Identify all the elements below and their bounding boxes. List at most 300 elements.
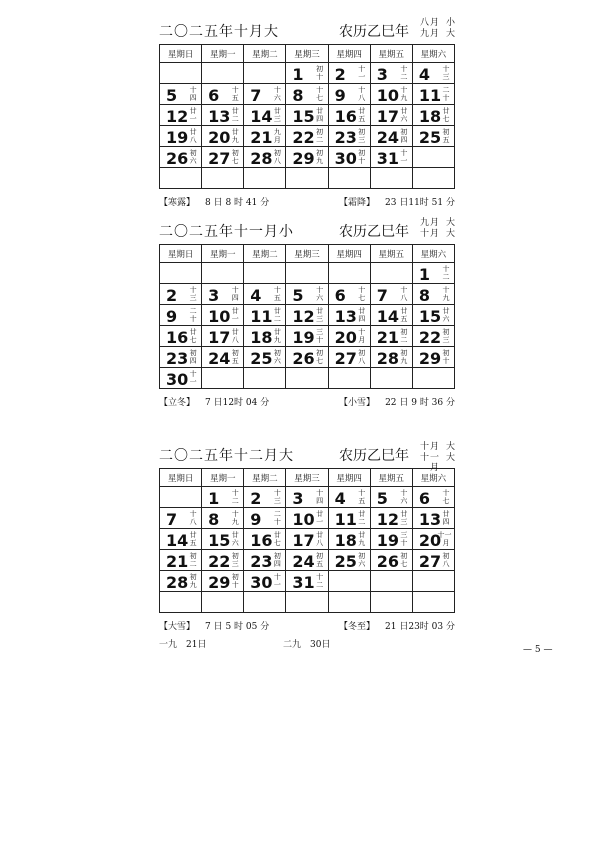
week-row xyxy=(160,592,455,613)
day-cell xyxy=(370,84,412,105)
empty-cell xyxy=(370,368,412,389)
empty-cell xyxy=(328,571,370,592)
day-number: 27 xyxy=(418,552,442,571)
weekday-label: 星期二 xyxy=(244,469,286,487)
weekday-label: 星期日 xyxy=(160,245,202,263)
empty-cell xyxy=(370,571,412,592)
day-cell xyxy=(328,63,370,84)
day-number: 30 xyxy=(334,149,357,168)
week-row xyxy=(160,263,455,284)
lunar-date: 二 十 xyxy=(189,307,197,323)
day-cell xyxy=(286,326,328,347)
lunar-date: 十 九 xyxy=(231,510,239,526)
lunar-date: 十 九 xyxy=(442,286,450,302)
day-cell xyxy=(370,487,412,508)
calendar-grid xyxy=(159,468,455,613)
day-cell xyxy=(370,284,412,305)
day-cell xyxy=(286,147,328,168)
lunar-date: 十 四 xyxy=(231,286,239,302)
lunar-month-row xyxy=(413,453,457,473)
lunar-date: 廿 四 xyxy=(358,307,366,323)
solar-terms xyxy=(159,619,455,637)
weekday-label: 星期日 xyxy=(160,45,202,63)
day-cell xyxy=(160,284,202,305)
lunar-date: 廿 三 xyxy=(316,307,324,323)
lunar-date: 十 月 xyxy=(358,328,366,344)
day-cell xyxy=(244,84,286,105)
day-cell xyxy=(370,305,412,326)
day-cell xyxy=(412,326,454,347)
day-cell xyxy=(370,550,412,571)
solar-term xyxy=(339,195,455,208)
day-number: 8 xyxy=(208,510,220,529)
day-number: 17 xyxy=(376,107,399,126)
empty-cell xyxy=(160,592,202,613)
solar-term xyxy=(159,195,269,208)
day-number: 7 xyxy=(166,510,178,529)
day-cell xyxy=(244,147,286,168)
day-number: 10 xyxy=(376,86,399,105)
lunar-date: 初 六 xyxy=(358,552,366,568)
solar-terms xyxy=(159,195,455,213)
day-number: 7 xyxy=(250,86,262,105)
lunar-date: 初 五 xyxy=(316,552,324,568)
lunar-date: 初 十 xyxy=(358,149,366,165)
day-cell xyxy=(286,84,328,105)
day-number: 28 xyxy=(376,349,399,368)
day-cell xyxy=(412,284,454,305)
page-number: — 5 — xyxy=(523,645,553,655)
day-number: 18 xyxy=(418,107,442,126)
day-number: 4 xyxy=(334,489,346,508)
day-number: 13 xyxy=(334,307,357,326)
empty-cell xyxy=(286,592,328,613)
day-cell xyxy=(328,105,370,126)
day-number: 18 xyxy=(334,531,357,550)
day-cell xyxy=(160,368,202,389)
day-number: 30 xyxy=(166,370,189,389)
lunar-date: 三 十 xyxy=(400,531,408,547)
day-number: 2 xyxy=(166,286,178,305)
empty-cell xyxy=(412,168,454,189)
lunar-date: 十 七 xyxy=(442,489,450,505)
lunar-date: 十一 月 xyxy=(437,531,452,547)
weekday-row xyxy=(160,45,455,63)
lunar-month-name: 八月 xyxy=(419,18,440,28)
empty-cell xyxy=(160,263,202,284)
day-number: 29 xyxy=(208,573,231,592)
day-number: 9 xyxy=(166,307,178,326)
day-cell xyxy=(244,284,286,305)
day-cell xyxy=(202,347,244,368)
day-number: 25 xyxy=(334,552,357,571)
week-row xyxy=(160,84,455,105)
week-row xyxy=(160,347,455,368)
empty-cell xyxy=(202,63,244,84)
lunar-month-row xyxy=(413,29,457,40)
lunar-date: 廿 二 xyxy=(273,307,281,323)
lunar-date: 十 二 xyxy=(442,265,450,281)
day-number: 14 xyxy=(376,307,399,326)
day-number: 23 xyxy=(250,552,273,571)
day-number: 10 xyxy=(292,510,315,529)
lunar-date: 廿 五 xyxy=(358,107,366,123)
day-cell xyxy=(370,126,412,147)
empty-cell xyxy=(244,368,286,389)
month-header xyxy=(159,442,455,473)
lunar-date: 廿 二 xyxy=(231,107,239,123)
winter-count-day: 21日 xyxy=(186,640,207,650)
lunar-date: 初 四 xyxy=(273,552,281,568)
day-number: 12 xyxy=(292,307,315,326)
day-cell xyxy=(328,305,370,326)
day-cell xyxy=(286,508,328,529)
day-number: 27 xyxy=(334,349,357,368)
lunar-date: 初 十 xyxy=(442,349,450,365)
day-number: 28 xyxy=(166,573,189,592)
lunar-date: 十 七 xyxy=(358,286,366,302)
lunar-date: 初 五 xyxy=(442,128,450,144)
lunar-date: 十 八 xyxy=(400,286,408,302)
solar-term-time: 7 日 5 时 05 分 xyxy=(205,622,270,632)
day-number: 24 xyxy=(208,349,231,368)
day-number: 1 xyxy=(292,65,304,84)
empty-cell xyxy=(370,168,412,189)
day-cell xyxy=(370,63,412,84)
week-row xyxy=(160,326,455,347)
day-number: 11 xyxy=(250,307,273,326)
day-number: 3 xyxy=(292,489,304,508)
day-number: 21 xyxy=(376,328,399,347)
day-cell xyxy=(286,305,328,326)
day-cell xyxy=(328,84,370,105)
day-cell xyxy=(202,126,244,147)
solar-terms xyxy=(159,395,455,413)
lunar-date: 十 六 xyxy=(316,286,324,302)
weekday-label: 星期六 xyxy=(412,45,454,63)
day-number: 3 xyxy=(376,65,388,84)
solar-term-time: 21 日23时 03 分 xyxy=(385,622,455,632)
lunar-date: 廿 四 xyxy=(442,510,450,526)
solar-term-time: 8 日 8 时 41 分 xyxy=(205,198,270,208)
weekday-label: 星期一 xyxy=(202,469,244,487)
empty-cell xyxy=(286,263,328,284)
day-cell xyxy=(202,284,244,305)
day-cell xyxy=(328,487,370,508)
day-number: 6 xyxy=(334,286,346,305)
day-number: 22 xyxy=(418,328,442,347)
calendar-body xyxy=(160,487,455,613)
day-cell xyxy=(244,529,286,550)
empty-cell xyxy=(244,592,286,613)
winter-count-label: 二九 xyxy=(283,640,302,650)
lunar-month-name: 十一月 xyxy=(419,453,440,473)
day-cell xyxy=(286,571,328,592)
day-number: 22 xyxy=(208,552,231,571)
month-title: 二〇二五年十月大 xyxy=(159,24,279,40)
weekday-label: 星期三 xyxy=(286,469,328,487)
lunar-date: 廿 九 xyxy=(231,128,239,144)
day-number: 20 xyxy=(418,531,442,550)
day-cell xyxy=(370,105,412,126)
day-cell xyxy=(412,508,454,529)
lunar-month-name: 九月 xyxy=(419,218,440,228)
week-row xyxy=(160,63,455,84)
day-number: 27 xyxy=(208,149,231,168)
day-cell xyxy=(328,550,370,571)
solar-term xyxy=(159,619,269,632)
lunar-date: 初 八 xyxy=(358,349,366,365)
day-number: 17 xyxy=(208,328,231,347)
empty-cell xyxy=(160,63,202,84)
day-number: 29 xyxy=(292,149,315,168)
day-cell xyxy=(202,147,244,168)
day-cell xyxy=(328,147,370,168)
solar-term-time: 22 日 9 时 36 分 xyxy=(385,398,455,408)
day-cell xyxy=(244,126,286,147)
lunar-date: 初 七 xyxy=(316,349,324,365)
week-row xyxy=(160,508,455,529)
weekday-label: 星期二 xyxy=(244,45,286,63)
lunar-date: 廿 一 xyxy=(231,307,239,323)
day-number: 12 xyxy=(376,510,399,529)
day-number: 8 xyxy=(418,286,430,305)
winter-count-label: 一九 xyxy=(159,640,178,650)
calendar-month-november xyxy=(159,218,455,413)
lunar-date: 十 一 xyxy=(189,370,197,386)
day-number: 6 xyxy=(208,86,220,105)
day-number: 7 xyxy=(376,286,388,305)
day-cell xyxy=(160,571,202,592)
lunar-date: 初 八 xyxy=(442,552,450,568)
day-number: 4 xyxy=(250,286,262,305)
day-number: 11 xyxy=(418,86,442,105)
day-number: 24 xyxy=(292,552,315,571)
day-cell xyxy=(160,508,202,529)
solar-term-time: 23 日11时 51 分 xyxy=(385,198,455,208)
day-cell xyxy=(202,305,244,326)
lunar-date: 初 二 xyxy=(189,552,197,568)
day-number: 15 xyxy=(208,531,231,550)
day-number: 24 xyxy=(376,128,399,147)
lunar-months xyxy=(413,442,457,473)
week-row xyxy=(160,284,455,305)
day-cell xyxy=(160,147,202,168)
day-number: 29 xyxy=(418,349,442,368)
day-cell xyxy=(412,550,454,571)
day-cell xyxy=(202,326,244,347)
empty-cell xyxy=(202,168,244,189)
lunar-date: 十 五 xyxy=(273,286,281,302)
day-cell xyxy=(244,326,286,347)
lunar-date: 廿 八 xyxy=(316,531,324,547)
lunar-date: 初 三 xyxy=(231,552,239,568)
day-cell xyxy=(202,571,244,592)
day-cell xyxy=(202,84,244,105)
day-number: 19 xyxy=(166,128,189,147)
lunar-date: 廿 五 xyxy=(189,531,197,547)
weekday-label: 星期三 xyxy=(286,45,328,63)
lunar-date: 十 一 xyxy=(400,149,408,165)
day-cell xyxy=(202,529,244,550)
lunar-date: 十 二 xyxy=(400,65,408,81)
calendar-grid xyxy=(159,244,455,389)
day-number: 16 xyxy=(334,107,357,126)
day-number: 25 xyxy=(418,128,442,147)
weekday-header xyxy=(160,245,455,263)
day-number: 13 xyxy=(208,107,231,126)
empty-cell xyxy=(328,168,370,189)
weekday-label: 星期四 xyxy=(328,245,370,263)
day-number: 19 xyxy=(292,328,315,347)
lunar-year: 农历乙巳年 xyxy=(339,224,409,240)
calendar-body xyxy=(160,63,455,189)
day-number: 13 xyxy=(418,510,442,529)
lunar-date: 初 二 xyxy=(400,328,408,344)
lunar-date: 十 七 xyxy=(316,86,324,102)
solar-term xyxy=(159,395,269,408)
lunar-date: 十 一 xyxy=(358,65,366,81)
lunar-month-name: 十月 xyxy=(419,229,440,239)
day-cell xyxy=(160,529,202,550)
lunar-month-row xyxy=(413,18,457,29)
day-number: 5 xyxy=(166,86,178,105)
month-title: 二〇二五年十一月小 xyxy=(159,224,294,240)
day-cell xyxy=(244,550,286,571)
lunar-date: 十 三 xyxy=(442,65,450,81)
lunar-month-size: 大 xyxy=(445,442,455,452)
day-cell xyxy=(370,529,412,550)
solar-term-name: 【霜降】 xyxy=(339,198,376,208)
lunar-date: 十 一 xyxy=(273,573,281,589)
day-number: 20 xyxy=(334,328,357,347)
day-cell xyxy=(412,529,454,550)
lunar-date: 初 十 xyxy=(316,65,324,81)
empty-cell xyxy=(328,368,370,389)
day-number: 1 xyxy=(208,489,220,508)
day-number: 20 xyxy=(208,128,231,147)
day-number: 31 xyxy=(376,149,399,168)
day-number: 8 xyxy=(292,86,304,105)
day-cell xyxy=(160,347,202,368)
day-number: 5 xyxy=(376,489,388,508)
lunar-date: 十 九 xyxy=(400,86,408,102)
lunar-date: 十 六 xyxy=(273,86,281,102)
day-cell xyxy=(370,147,412,168)
calendar-month-october xyxy=(159,18,455,213)
weekday-header xyxy=(160,45,455,63)
lunar-date: 廿 三 xyxy=(273,107,281,123)
lunar-date: 十 五 xyxy=(358,489,366,505)
lunar-date: 廿 九 xyxy=(273,328,281,344)
day-cell xyxy=(328,347,370,368)
lunar-date: 二 十 xyxy=(442,86,450,102)
weekday-label: 星期二 xyxy=(244,245,286,263)
week-row xyxy=(160,168,455,189)
day-cell xyxy=(328,284,370,305)
day-number: 16 xyxy=(166,328,189,347)
day-number: 9 xyxy=(250,510,262,529)
day-cell xyxy=(160,326,202,347)
empty-cell xyxy=(286,168,328,189)
day-number: 23 xyxy=(166,349,189,368)
week-row xyxy=(160,305,455,326)
day-number: 22 xyxy=(292,128,315,147)
day-cell xyxy=(202,550,244,571)
day-cell xyxy=(244,305,286,326)
day-number: 21 xyxy=(166,552,189,571)
lunar-date: 三 十 xyxy=(316,328,324,344)
month-header xyxy=(159,18,455,44)
lunar-date: 廿 六 xyxy=(231,531,239,547)
lunar-date: 十 二 xyxy=(316,573,324,589)
solar-term-name: 【寒露】 xyxy=(159,198,196,208)
day-cell xyxy=(412,126,454,147)
empty-cell xyxy=(286,368,328,389)
lunar-month-size: 大 xyxy=(445,453,455,463)
lunar-date: 初 六 xyxy=(273,349,281,365)
lunar-date: 初 九 xyxy=(189,573,197,589)
day-cell xyxy=(286,550,328,571)
day-cell xyxy=(328,126,370,147)
empty-cell xyxy=(412,147,454,168)
day-cell xyxy=(286,284,328,305)
weekday-label: 星期三 xyxy=(286,245,328,263)
day-cell xyxy=(286,105,328,126)
lunar-date: 初 二 xyxy=(316,128,324,144)
day-cell xyxy=(328,326,370,347)
lunar-date: 九 月 xyxy=(273,128,281,144)
lunar-date: 十 三 xyxy=(189,286,197,302)
day-cell xyxy=(370,347,412,368)
weekday-label: 星期六 xyxy=(412,469,454,487)
lunar-date: 初 三 xyxy=(358,128,366,144)
lunar-month-row xyxy=(413,218,457,229)
day-cell xyxy=(286,63,328,84)
lunar-date: 初 四 xyxy=(400,128,408,144)
day-cell xyxy=(286,529,328,550)
lunar-month-name: 九月 xyxy=(419,29,440,39)
day-number: 26 xyxy=(292,349,315,368)
day-cell xyxy=(412,63,454,84)
day-number: 21 xyxy=(250,128,273,147)
day-number: 26 xyxy=(166,149,189,168)
empty-cell xyxy=(412,592,454,613)
day-cell xyxy=(328,508,370,529)
weekday-header xyxy=(160,469,455,487)
day-number: 2 xyxy=(334,65,346,84)
lunar-date: 廿 一 xyxy=(189,107,197,123)
empty-cell xyxy=(244,263,286,284)
day-number: 14 xyxy=(250,107,273,126)
weekday-label: 星期日 xyxy=(160,469,202,487)
empty-cell xyxy=(202,368,244,389)
lunar-year: 农历乙巳年 xyxy=(339,24,409,40)
weekday-label: 星期一 xyxy=(202,245,244,263)
lunar-date: 初 七 xyxy=(400,552,408,568)
lunar-date: 廿 九 xyxy=(358,531,366,547)
week-row xyxy=(160,550,455,571)
lunar-date: 廿 七 xyxy=(189,328,197,344)
day-cell xyxy=(412,263,454,284)
weekday-label: 星期五 xyxy=(370,469,412,487)
lunar-date: 十 四 xyxy=(316,489,324,505)
lunar-date: 廿 三 xyxy=(400,510,408,526)
empty-cell xyxy=(244,168,286,189)
day-number: 16 xyxy=(250,531,273,550)
day-number: 9 xyxy=(334,86,346,105)
day-number: 3 xyxy=(208,286,220,305)
